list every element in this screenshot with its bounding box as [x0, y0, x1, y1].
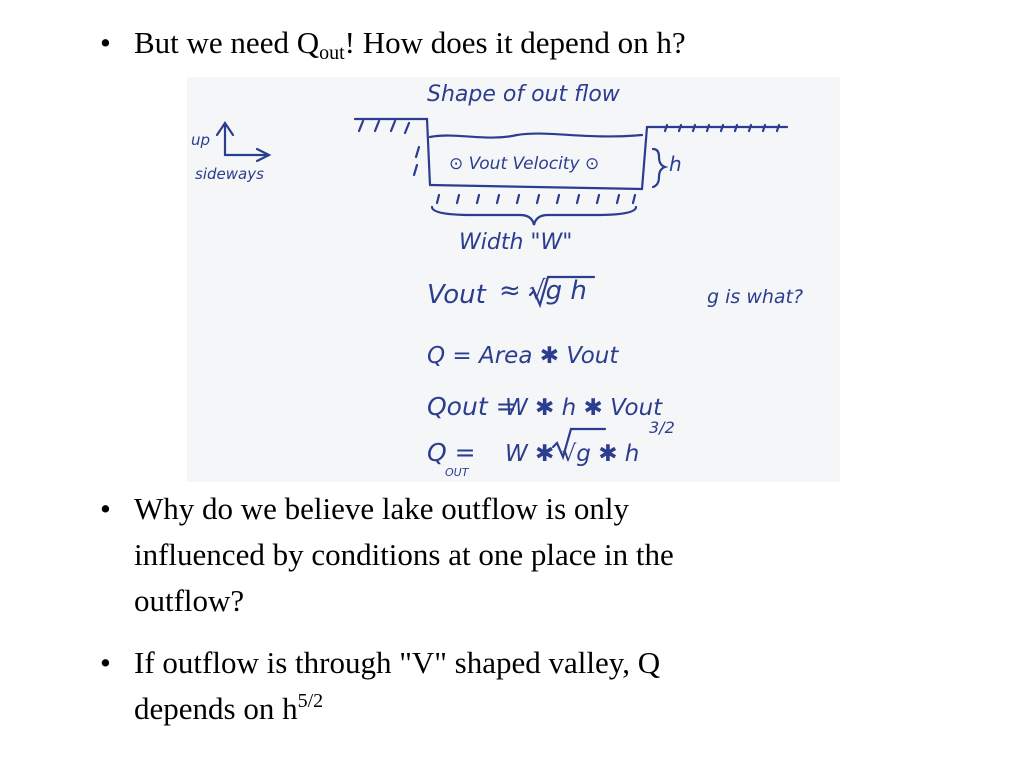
bullet-1-post: ! How does it depend on h?: [344, 25, 686, 60]
eq-final-exponent: 3/2: [649, 418, 675, 437]
up-arrow: [217, 123, 233, 155]
eq-qout-lhs: Qout =: [427, 392, 517, 421]
bullet-3-sup: 5/2: [297, 690, 324, 712]
channel-floor: [430, 185, 642, 189]
axis-sideways-label: sideways: [195, 165, 264, 183]
eq-vout-lhs: Vout: [427, 280, 486, 310]
bullet-2-line-3: outflow?: [134, 583, 245, 618]
sideways-arrow: [225, 149, 269, 161]
eq-vout-rhs: ≈ √g h: [499, 276, 587, 306]
bullet-2: [100, 486, 1000, 626]
water-surface: [430, 134, 642, 138]
eq-final-rhs: W ✱ √g ✱ h: [505, 441, 640, 467]
right-bank: [642, 127, 787, 189]
eq-qout-rhs: W ✱ h ✱ Vout: [505, 395, 663, 421]
bullet-1-sub: out: [319, 42, 345, 64]
h-label: h: [669, 152, 682, 176]
eq-final-lhs: Q =: [427, 438, 476, 467]
bullet-dot: •: [100, 491, 111, 526]
channel-velocity-label: ⊙ Vout Velocity ⊙: [449, 154, 600, 174]
bullet-2-line-2: influenced by conditions at one place in the: [134, 537, 674, 572]
floor-hatch: [437, 195, 635, 203]
width-brace: [432, 207, 636, 225]
bullet-dot: •: [100, 645, 111, 680]
bullet-3-line-2: [134, 686, 660, 732]
left-bank-hatch: [359, 121, 409, 133]
left-wall-hatch: [414, 147, 419, 175]
bullet-1: [100, 20, 1000, 66]
outflow-sketch: [187, 77, 840, 482]
bullet-3: [100, 640, 1000, 740]
eq-final-sub: OUT: [445, 466, 469, 479]
bullet-3-line-1: If outflow is through "V" shaped valley, Q: [134, 645, 661, 680]
bullet-1-text: [134, 20, 686, 66]
h-brace: [653, 149, 665, 187]
sketch-drawing: [187, 77, 840, 482]
bullet-dot: •: [100, 25, 111, 60]
bullet-3-line-2-pre: depends on h: [134, 691, 298, 726]
bullet-1-pre: But we need Q: [134, 25, 320, 60]
g-question: g is what?: [707, 286, 804, 308]
axis-up-label: up: [191, 131, 211, 149]
bullet-2-text: [134, 486, 674, 624]
sketch-title: Shape of out flow: [427, 82, 620, 107]
eq-q-area: Q = Area ✱ Vout: [427, 343, 619, 369]
width-label: Width "W": [459, 230, 573, 255]
bullet-2-line-1: Why do we believe lake outflow is only: [134, 491, 630, 526]
bullet-3-text: [134, 640, 660, 732]
